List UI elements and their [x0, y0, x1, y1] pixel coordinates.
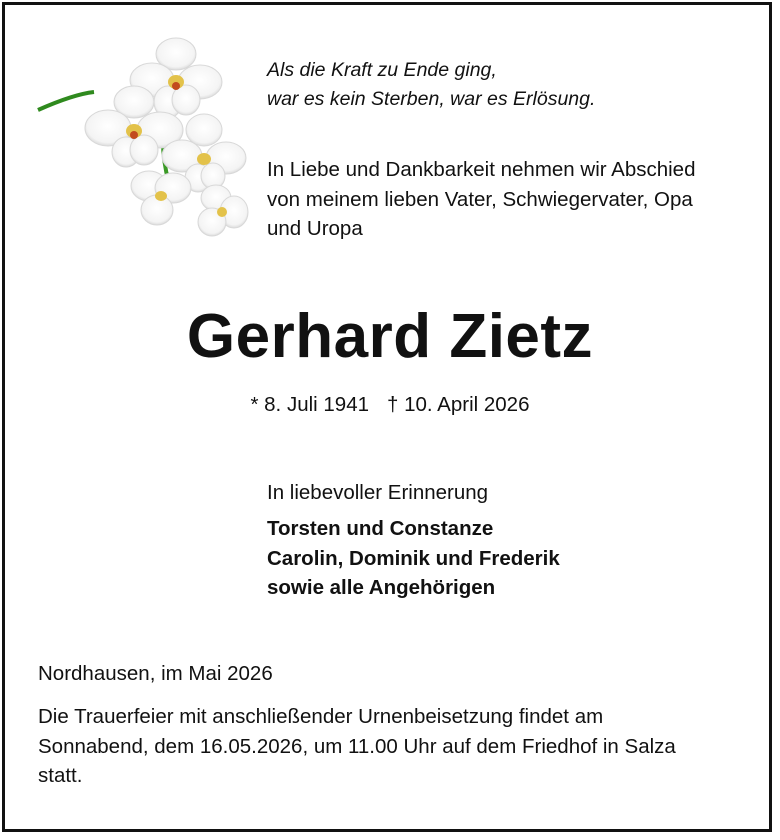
memory-label: In liebevoller Erinnerung: [267, 481, 489, 504]
birth-date: * 8. Juli 1941: [250, 393, 370, 416]
notice-line: statt.: [38, 764, 83, 787]
funeral-notice: [38, 702, 718, 791]
quote-line: Als die Kraft zu Ende ging,: [267, 59, 497, 81]
orchid-image: [36, 36, 258, 246]
farewell-line: und Uropa: [267, 217, 363, 240]
life-dates: [0, 391, 780, 419]
place-date: Nordhausen, im Mai 2026: [38, 662, 273, 685]
mourner-line: Torsten und Constanze: [267, 517, 494, 540]
quote-line: war es kein Sterben, war es Erlösung.: [267, 88, 596, 110]
farewell-line: In Liebe und Dankbarkeit nehmen wir Abschied: [267, 158, 696, 181]
notice-line: Sonnabend, dem 16.05.2026, um 11.00 Uhr auf dem Friedhof in Salza: [38, 734, 676, 758]
notice-line: Die Trauerfeier mit anschließender Urnenbeisetzung findet am: [38, 705, 604, 728]
mourner-line: Carolin, Dominik und Frederik: [267, 546, 560, 570]
farewell-line: von meinem lieben Vater, Schwiegervater, Opa: [267, 187, 693, 211]
death-date: † 10. April 2026: [387, 393, 530, 416]
farewell-text: [267, 155, 696, 244]
mourners-list: [267, 514, 560, 603]
mourner-line: sowie alle Angehörigen: [267, 576, 496, 599]
deceased-name: Gerhard Zietz: [186, 302, 594, 371]
quote: [267, 56, 595, 114]
